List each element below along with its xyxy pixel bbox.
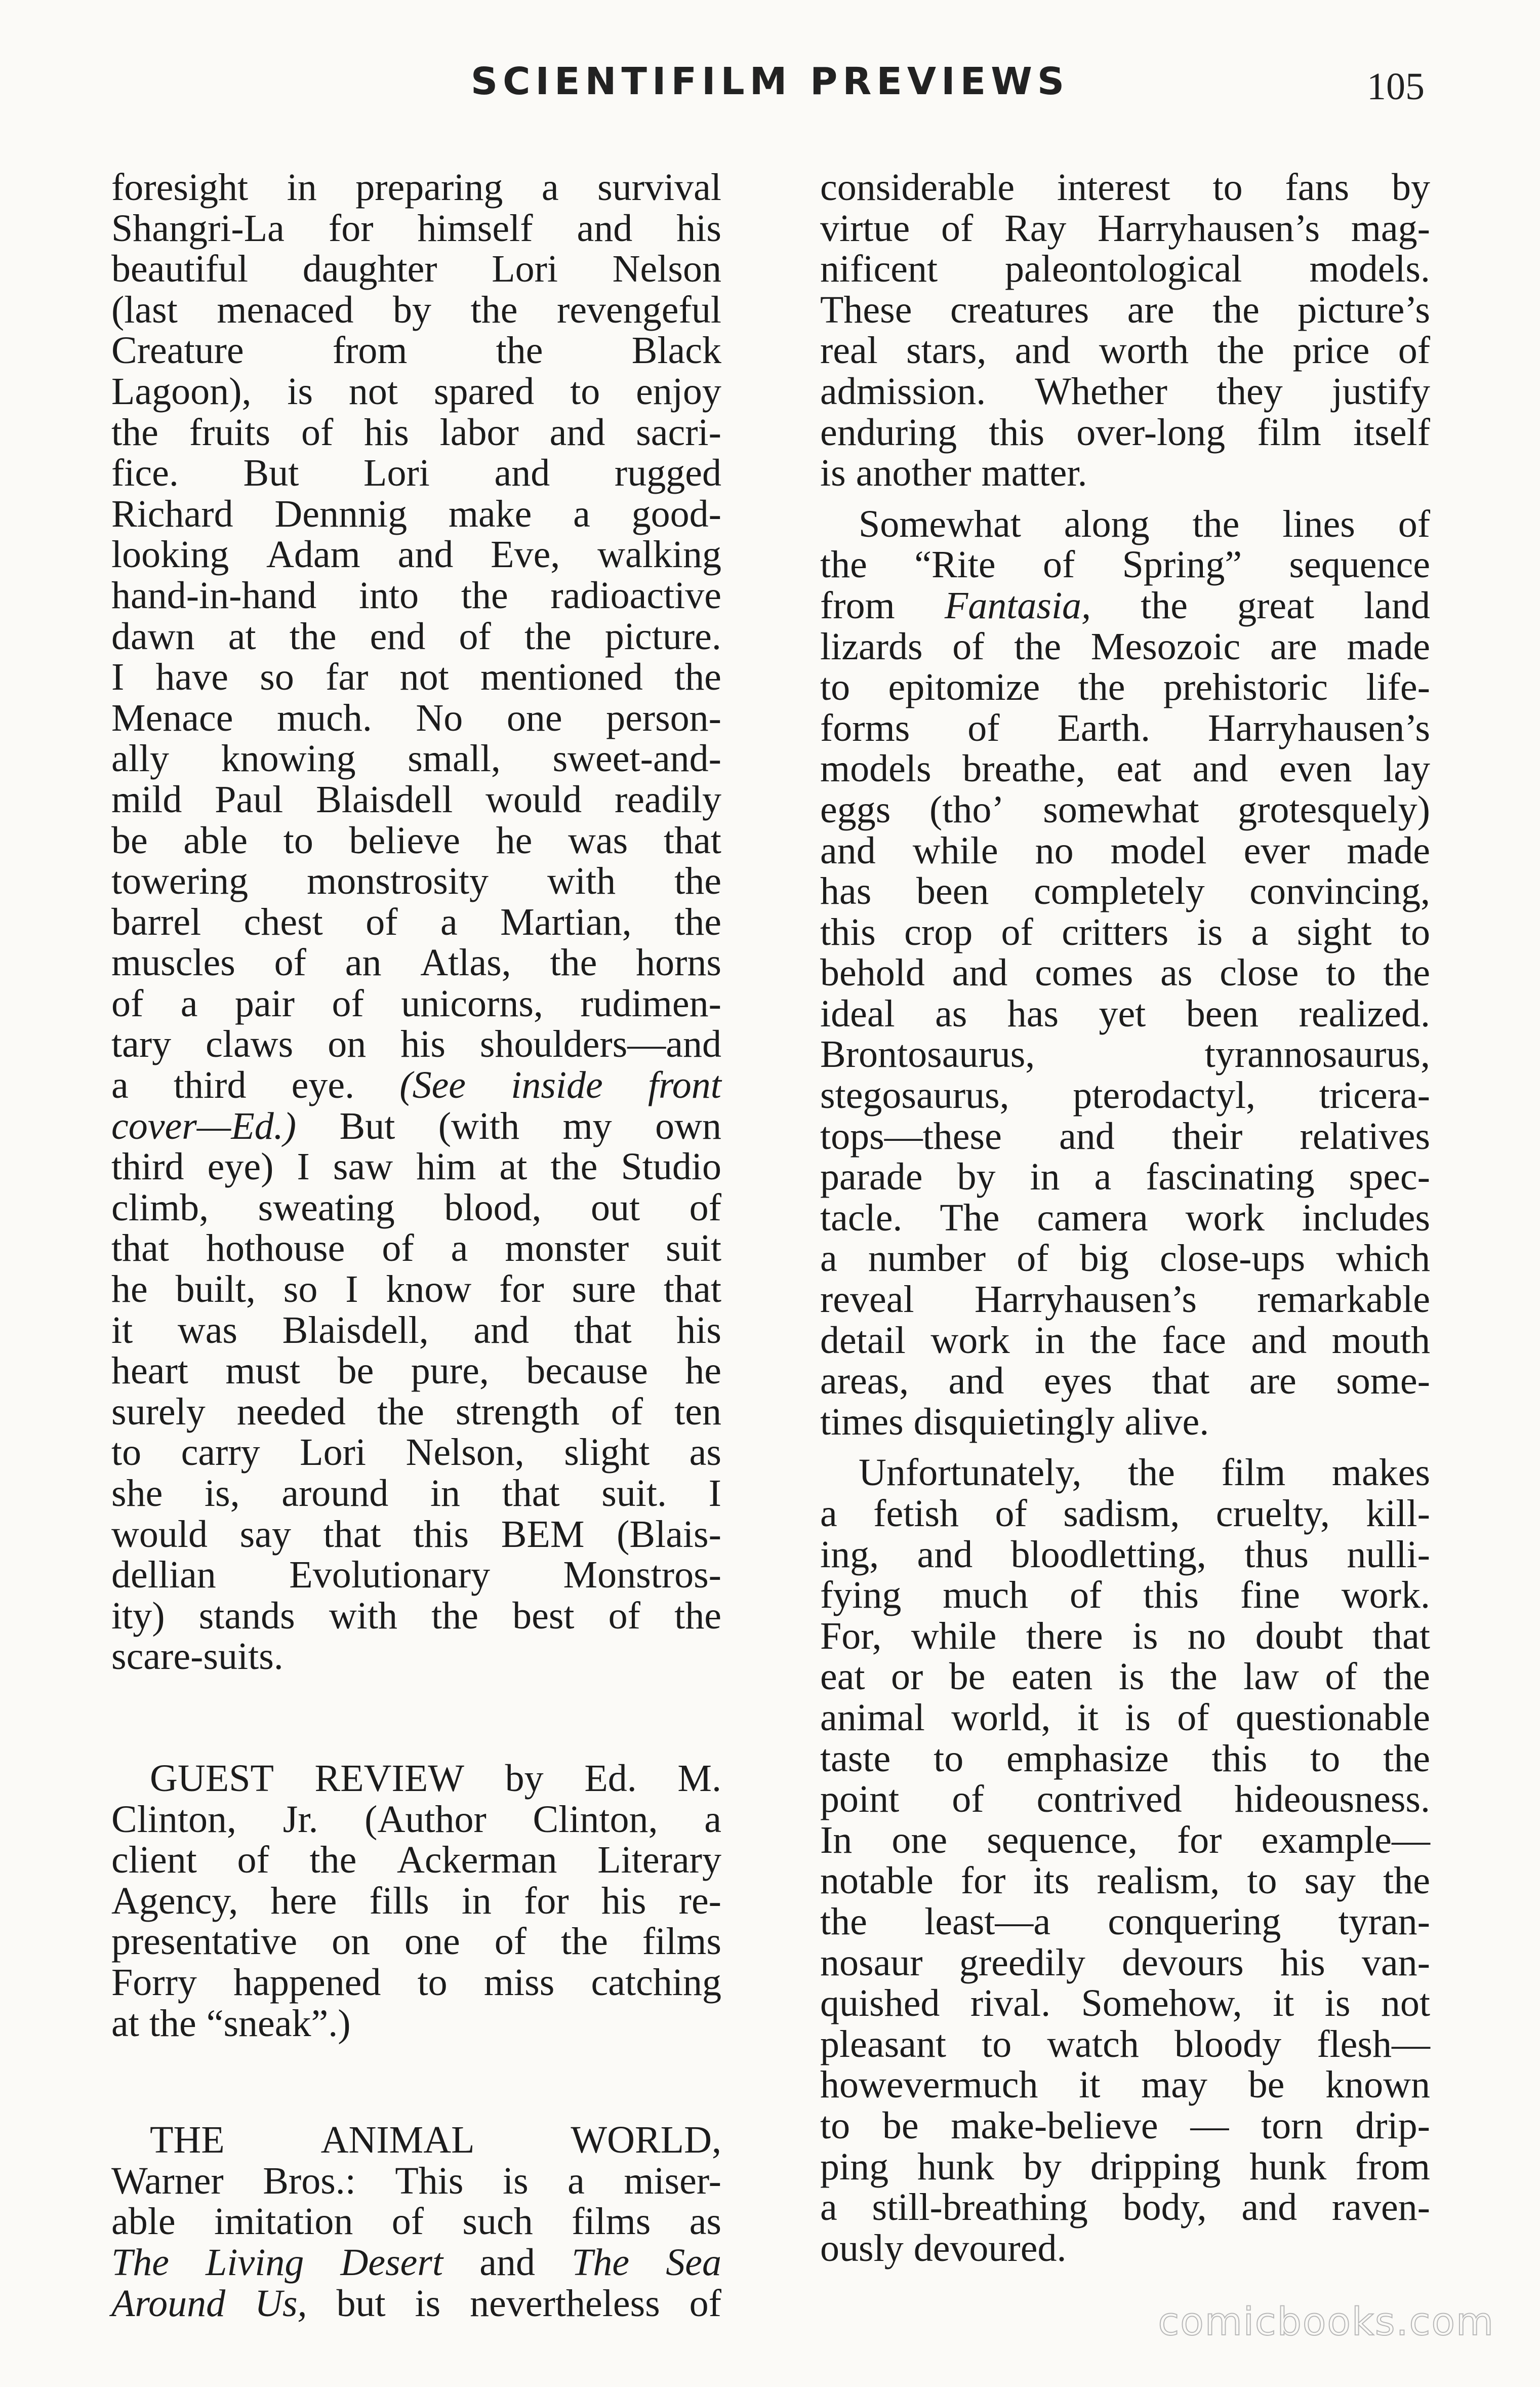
text-line: ing, and bloodletting, thus nulli- [820,1533,1430,1576]
text-line: it was Blaisdell, and that his [111,1308,721,1351]
text-line: third eye) I saw him at the Studio [111,1145,721,1188]
text-line: admission. Whether they justify [820,370,1430,413]
text-line: Unfortunately, the film makes [859,1451,1430,1494]
left-paragraph-3-animal-world [111,2120,721,2324]
text-line: These creatures are the picture’s [820,288,1430,331]
text-line: ity) stands with the best of the [111,1594,721,1637]
text-line: times disquietingly alive. [820,1400,1209,1443]
text-line: virtue of Ray Harryhausen’s mag- [820,207,1430,250]
text-line: models breathe, eat and even lay [820,747,1430,790]
page-header-title: SCIENTIFILM PREVIEWS [470,60,1070,103]
text-line: eggs (tho’ somewhat grotesquely) [820,788,1430,831]
text-line: looking Adam and Eve, walking [111,533,721,576]
text-line: THE ANIMAL WORLD, [150,2119,721,2162]
text-line: she is, around in that suit. I [111,1472,721,1515]
left-paragraph-1 [111,167,721,1677]
text-line: notable for its realism, to say the [820,1859,1430,1902]
text-line: scare-suits. [111,1635,283,1678]
text-line: For, while there is no doubt that [820,1614,1430,1657]
text-line: the least—a conquering tyran- [820,1900,1430,1943]
text-line: Forry happened to miss catching [111,1961,721,2004]
text-line: be able to believe he was that [111,819,721,862]
text-line: mild Paul Blaisdell would readily [111,778,721,821]
text-line: dawn at the end of the picture. [111,615,721,658]
text-line: towering monstrosity with the [111,860,721,903]
text-line: climb, sweating blood, out of [111,1186,721,1229]
text-line: ping hunk by dripping hunk from [820,2145,1430,2188]
text-line: Richard Dennnig make a good- [111,492,721,535]
text-line: nosaur greedily devours his van- [820,1941,1430,1984]
text-line: a still-breathing body, and raven- [820,2186,1430,2229]
text-line: tary claws on his shoulders—and [111,1023,721,1066]
text-line: nificent paleontological models. [820,248,1430,291]
text-line: Shangri-La for himself and his [111,207,721,250]
text-line: presentative on one of the films [111,1920,721,1963]
text-line: fice. But Lori and rugged [111,452,721,495]
text-line: tops—these and their relatives [820,1115,1430,1158]
text-line: foresight in preparing a survival [111,166,721,209]
left-column [111,167,721,2324]
text-line: howevermuch it may be known [820,2063,1430,2106]
text-line: of a pair of unicorns, rudimen- [111,982,721,1025]
text-line: and while no model ever made [820,829,1430,872]
text-line: GUEST REVIEW by Ed. M. [150,1757,721,1800]
text-line: Warner Bros.: This is a miser- [111,2159,721,2202]
text-line: real stars, and worth the price of [820,329,1430,372]
text-line: point of contrived hideousness. [820,1778,1430,1821]
text-line: tacle. The camera work includes [820,1196,1430,1239]
text-line: parade by in a fascinating spec- [820,1156,1430,1199]
text-line: is another matter. [820,452,1087,495]
text-line: animal world, it is of questionable [820,1696,1430,1739]
text-line: I have so far not mentioned the [111,656,721,699]
text-line: to carry Lori Nelson, slight as [111,1431,721,1474]
text-line: the “Rite of Spring” sequence [820,543,1430,586]
text-line: Creature from the Black [111,329,721,372]
watermark-logo: comicbooks.com [1158,2299,1494,2344]
text-line: Menace much. No one person- [111,696,721,739]
text-line: Agency, here fills in for his re- [111,1879,721,1922]
page-number: 105 [1367,65,1425,108]
text-line: at the “sneak”.) [111,2002,351,2045]
text-line: to be make-believe — torn drip- [820,2104,1430,2147]
text-line: hand-in-hand into the radioactive [111,574,721,617]
text-line: surely needed the strength of ten [111,1390,721,1433]
text-line: fying much of this fine work. [820,1574,1430,1617]
text-line: a number of big close-ups which [820,1237,1430,1280]
text-line: enduring this over-long film itself [820,411,1430,454]
text-line: Clinton, Jr. (Author Clinton, a [111,1798,721,1841]
text-line: a fetish of sadism, cruelty, kill- [820,1492,1430,1535]
text-line: In one sequence, for example— [820,1818,1430,1861]
text-line: beautiful daughter Lori Nelson [111,248,721,291]
text-line: The Living Desert and The Sea [111,2241,721,2284]
text-line: has been completely convincing, [820,870,1430,913]
text-line: taste to emphasize this to the [820,1737,1430,1780]
text-line: client of the Ackerman Literary [111,1839,721,1882]
text-line: he built, so I know for sure that [111,1268,721,1311]
text-line: from Fantasia, the great land [820,584,1430,627]
right-paragraph-1 [820,167,1430,494]
text-line: ideal as has yet been realized. [820,992,1430,1035]
left-paragraph-2-guest-review [111,1758,721,2044]
text-line: that hothouse of a monster suit [111,1227,721,1270]
text-line: to epitomize the prehistoric life- [820,666,1430,709]
text-line: Lagoon), is not spared to enjoy [111,370,721,413]
right-paragraph-2 [820,504,1430,1443]
text-line: heart must be pure, because he [111,1349,721,1393]
text-line: ously devoured. [820,2226,1067,2270]
text-line: would say that this BEM (Blais- [111,1513,721,1556]
text-line: barrel chest of a Martian, the [111,900,721,943]
text-line: cover—Ed.) But (with my own [111,1104,721,1147]
text-line: behold and comes as close to the [820,951,1430,994]
text-line: detail work in the face and mouth [820,1319,1430,1362]
text-line: areas, and eyes that are some- [820,1360,1430,1403]
text-line: reveal Harryhausen’s remarkable [820,1278,1430,1321]
text-line: lizards of the Mesozoic are made [820,625,1430,668]
text-line: muscles of an Atlas, the horns [111,941,721,984]
text-line: ally knowing small, sweet-and- [111,737,721,780]
text-line: Around Us, but is nevertheless of [111,2282,721,2325]
text-line: considerable interest to fans by [820,166,1430,209]
right-paragraph-3 [820,1452,1430,2269]
right-column [820,167,1430,2269]
text-line: pleasant to watch bloody flesh— [820,2022,1430,2065]
text-line: stegosaurus, pterodactyl, tricera- [820,1074,1430,1117]
text-line: quished rival. Somehow, it is not [820,1982,1430,2025]
text-line: Brontosaurus, tyrannosaurus, [820,1033,1430,1076]
text-line: (last menaced by the revengeful [111,288,721,331]
text-line: dellian Evolutionary Monstros- [111,1554,721,1597]
text-line: the fruits of his labor and sacri- [111,411,721,454]
text-line: this crop of critters is a sight to [820,910,1430,953]
text-line: able imitation of such films as [111,2200,721,2243]
text-line: forms of Earth. Harryhausen’s [820,706,1430,749]
text-line: Somewhat along the lines of [859,502,1430,545]
text-line: eat or be eaten is the law of the [820,1655,1430,1698]
text-line: a third eye. (See inside front [111,1064,721,1107]
